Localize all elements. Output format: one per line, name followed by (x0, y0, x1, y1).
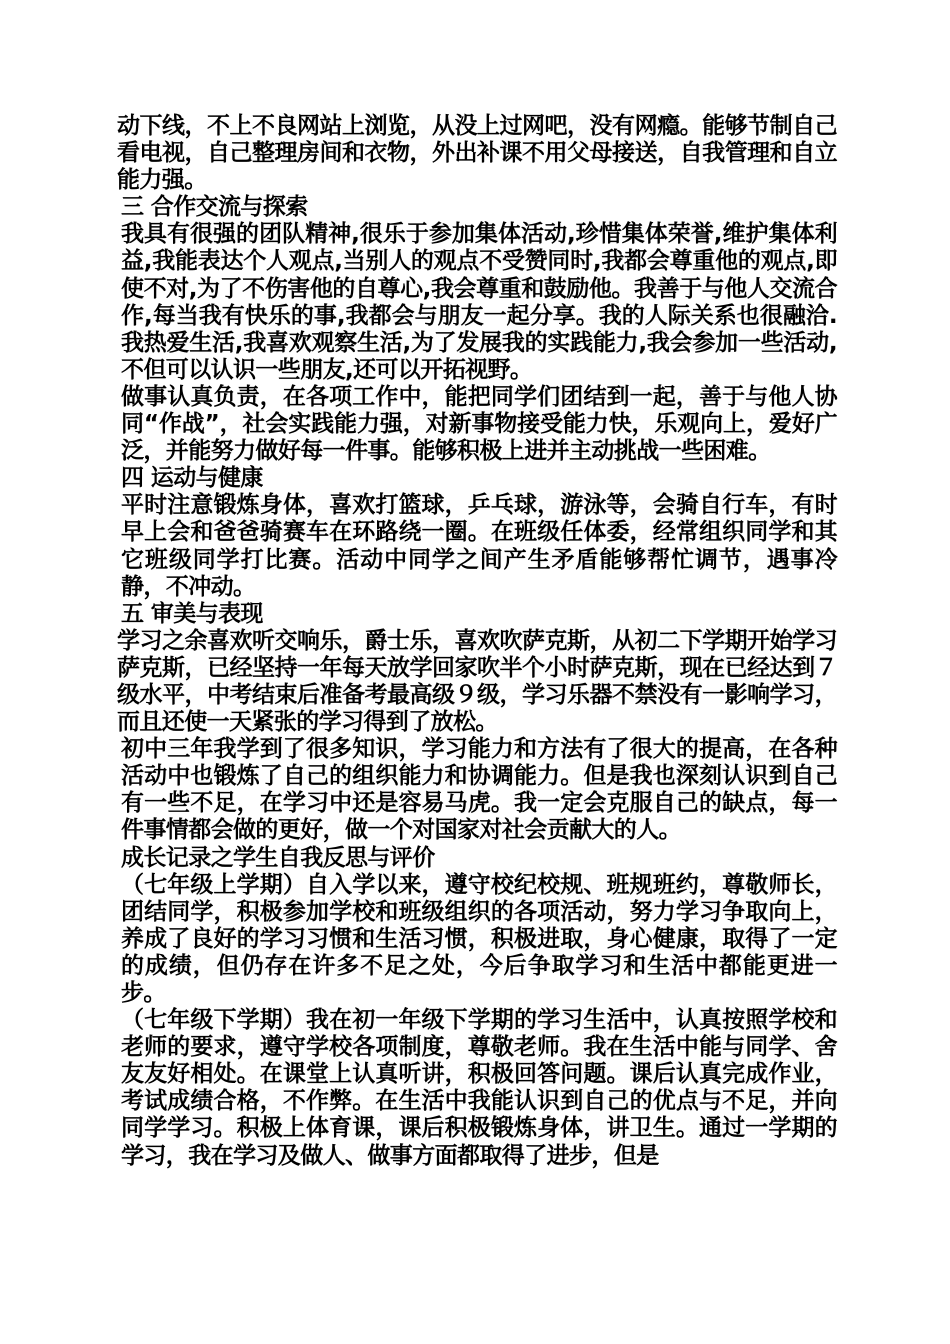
paragraph-middle-school-summary: 初中三年我学到了很多知识，学习能力和方法有了很大的提高，在各种活动中也锻炼了自己的组织能力和协调能力。但是我也深刻认识到自己有一些不足，在学习中还是容易马虎。我一定会克服自己的缺点，每一件事情都会做的更好，做一个对国家对社会贡献大的人。 (121, 736, 837, 844)
paragraph-music: 学习之余喜欢听交响乐，爵士乐，喜欢吹萨克斯，从初二下学期开始学习萨克斯，已经坚持一年每天放学回家吹半个小时萨克斯，现在已经达到７级水平，中考结束后准备考最高级９级，学习乐器不禁没有一影响学习，而且还使一天紧张的学习得到了放松。 (117, 627, 837, 736)
paragraph-team-spirit: 我具有很强的团队精神,很乐于参加集体活动,珍惜集体荣誉,维护集体利益,我能表达个人观点,当别人的观点不受赞同时,我都会尊重他的观点,即使不对,为了不伤害他的自尊心,我会尊重和鼓励他。我善于与他人交流合作,每当我有快乐的事,我都会与朋友一起分享。我的人际关系也很融洽.我热爱生活,我喜欢观察生活,为了发展我的实践能力,我会参加一些活动,不但可以认识一些朋友,还可以开拓视野。 (121, 221, 837, 383)
section-heading-aesthetics: 五 审美与表现 (121, 600, 263, 627)
paragraph-grade7-second-term: （七年级下学期）我在初一年级下学期的学习生活中，认真按照学校和老师的要求，遵守学校各项制度，尊敬老师。我在生活中能与同学、舍友友好相处。在课堂上认真听讲，积极回答问题。课后认真完成作业，考试成绩合格，不作弊。在生活中我能认识到自己的优点与不足，并向同学学习。积极上体育课，课后积极锻炼身体，讲卫生。通过一学期的学习，我在学习及做人、做事方面都取得了进步，但是 (121, 1007, 837, 1169)
paragraph-grade7-first-term: （七年级上学期）自入学以来，遵守校纪校规、班规班约，尊敬师长，团结同学，积极参加学校和班级组织的各项活动，努力学习争取向上，养成了良好的学习习惯和生活习惯，积极进取，身心健康，取得了一定的成绩，但仍存在许多不足之处，今后争取学习和生活中都能更进一步。 (121, 871, 837, 1006)
paragraph-responsibility: 做事认真负责，在各项工作中，能把同学们团结到一起，善于与他人协同“作战”，社会实践能力强，对新事物接受能力快，乐观向上，爱好广泛，并能努力做好每一件事。能够积极上进并主动挑战一些困难。 (121, 383, 837, 465)
section-heading-self-reflection: 成长记录之学生自我反思与评价 (121, 844, 435, 871)
paragraph-self-management: 动下线，不上不良网站上浏览，从没上过网吧，没有网瘾。能够节制自己看电视，自己整理房间和衣物，外出补课不用父母接送，自我管理和自立能力强。 (117, 113, 837, 194)
paragraph-exercise: 平时注意锻炼身体，喜欢打篮球，乒乓球，游泳等，会骑自行车，有时早上会和爸爸骑赛车在环路绕一圈。在班级任体委，经常组织同学和其它班级同学打比赛。活动中同学之间产生矛盾能够帮忙调节，遇事冷静，不冲动。 (121, 492, 837, 600)
section-heading-sports-health: 四 运动与健康 (121, 465, 263, 492)
document-page (117, 113, 837, 1170)
section-heading-cooperation: 三 合作交流与探索 (121, 194, 308, 221)
